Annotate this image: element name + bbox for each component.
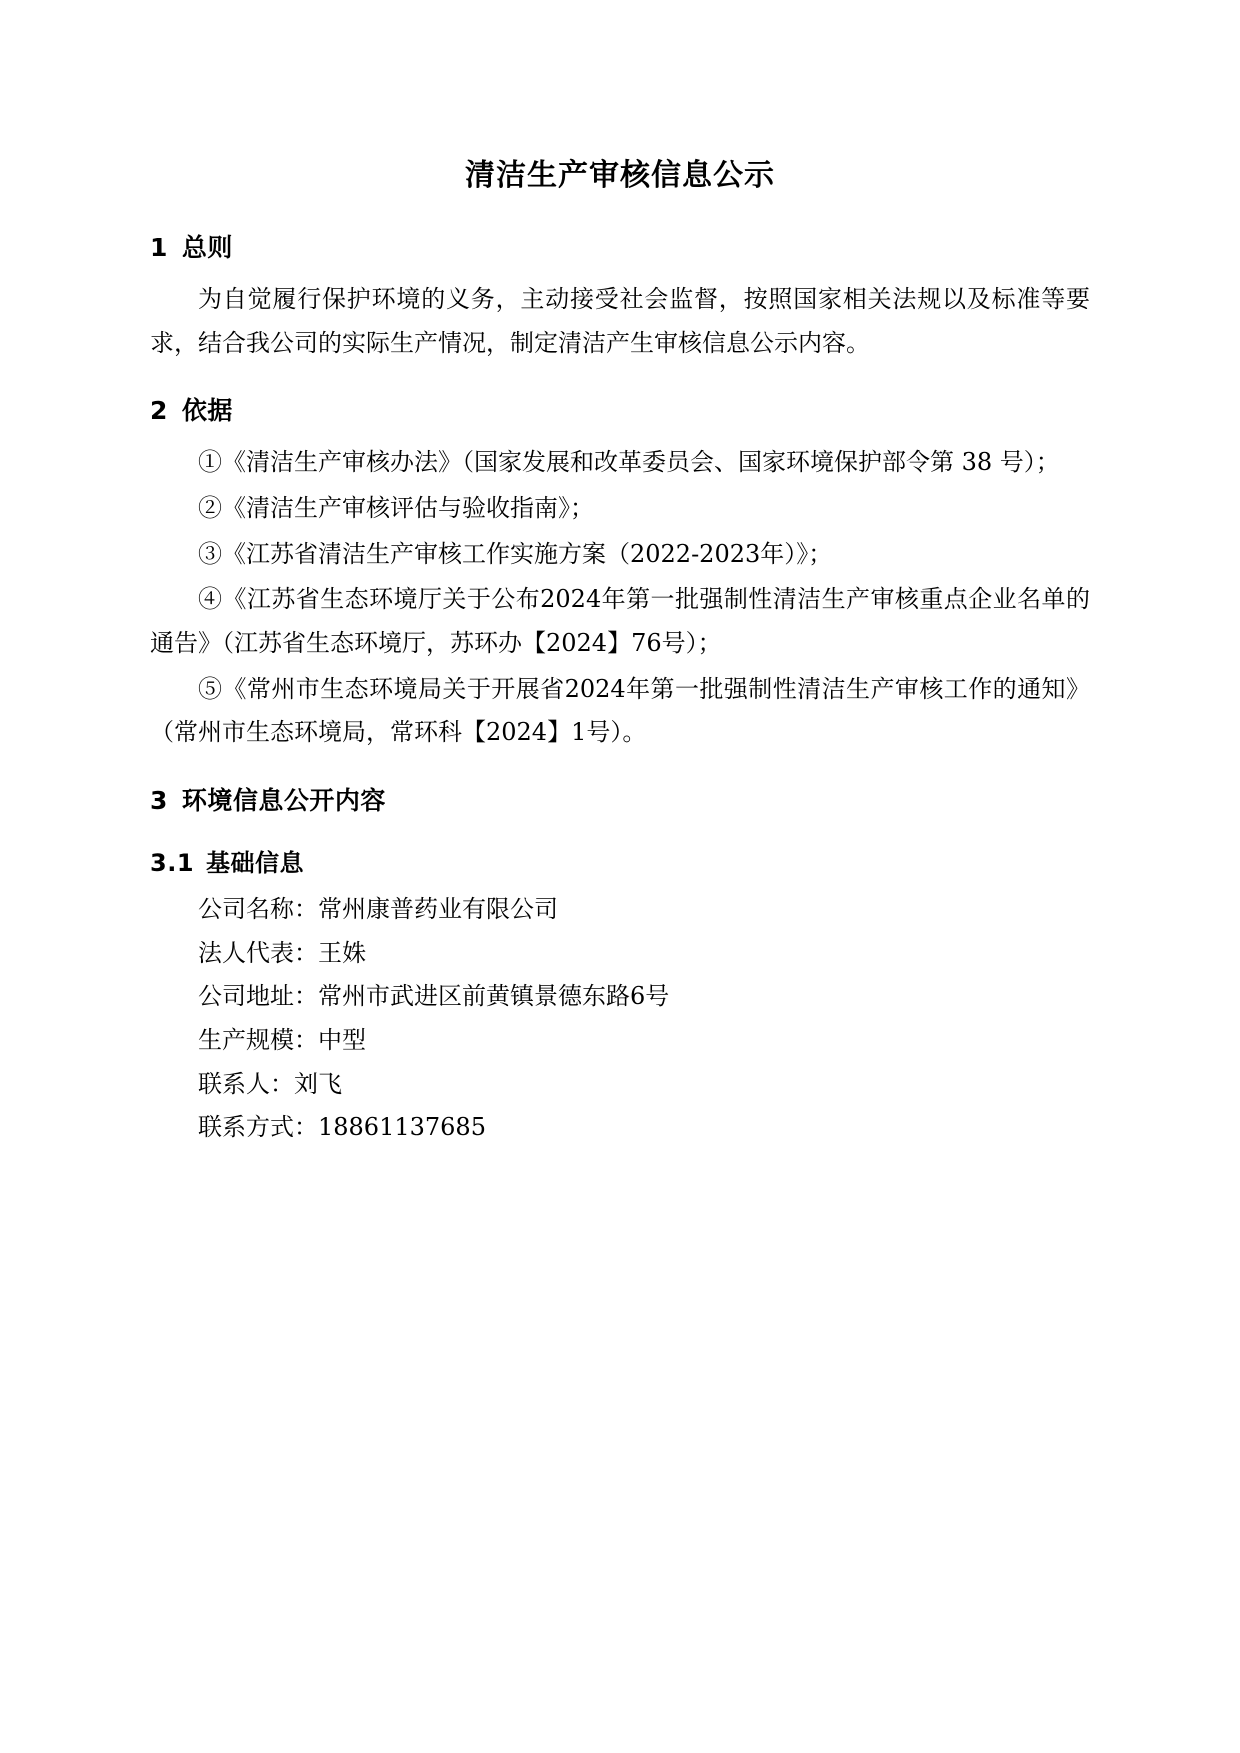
section-heading-2 bbox=[150, 391, 1090, 427]
company-name-value: 常州康普药业有限公司 bbox=[318, 895, 558, 924]
section-2-paragraph-4: ④《江苏省生态环境厅关于公布2024年第一批强制性清洁生产审核重点企业名单的通告》（江苏省生态环境厅，苏环办【2024】76号）； bbox=[150, 585, 1090, 658]
section-2-paragraph-5: ⑤《常州市生态环境局关于开展省2024年第一批强制性清洁生产审核工作的通知》（常州市生态环境局，常环科【2024】1号）。 bbox=[150, 674, 1090, 747]
section-heading-3 bbox=[150, 781, 1090, 817]
production-scale-label: 生产规模： bbox=[198, 1026, 318, 1055]
section-title-1: 总则 bbox=[181, 233, 233, 262]
contact-person-value: 刘飞 bbox=[294, 1069, 342, 1098]
section-2-paragraph-2: ②《清洁生产审核评估与验收指南》； bbox=[198, 494, 594, 523]
company-address-label: 公司地址： bbox=[198, 982, 318, 1011]
section-2-paragraph-1: ①《清洁生产审核办法》（国家发展和改革委员会、国家环境保护部令第 38 号）； bbox=[198, 448, 1060, 477]
basic-info-list bbox=[150, 888, 1090, 1150]
production-scale-value: 中型 bbox=[318, 1026, 366, 1055]
list-item bbox=[150, 1106, 1090, 1150]
company-address-value: 常州市武进区前黄镇景德东路6号 bbox=[318, 982, 670, 1011]
subsection-heading-3-1 bbox=[150, 843, 1090, 878]
list-item bbox=[150, 1063, 1090, 1107]
company-name-label: 公司名称： bbox=[198, 895, 318, 924]
page-title: 清洁生产审核信息公示 bbox=[465, 158, 775, 193]
section-number-1: 1 bbox=[150, 233, 168, 262]
legal-representative-value: 王姝 bbox=[318, 938, 366, 967]
list-item bbox=[150, 1019, 1090, 1063]
section-number-3: 3 bbox=[150, 786, 168, 816]
subsection-title-3-1: 基础信息 bbox=[206, 849, 305, 878]
list-item bbox=[150, 932, 1090, 976]
section-title-2: 依据 bbox=[181, 396, 233, 426]
subsection-number-3-1: 3.1 bbox=[150, 849, 195, 878]
contact-phone-label: 联系方式： bbox=[198, 1113, 318, 1142]
contact-person-label: 联系人： bbox=[198, 1069, 294, 1098]
section-title-3: 环境信息公开内容 bbox=[181, 786, 386, 816]
list-item bbox=[150, 888, 1090, 932]
section-2-paragraph-3: ③《江苏省清洁生产审核工作实施方案（2022-2023年）》； bbox=[198, 539, 833, 568]
section-number-2: 2 bbox=[150, 396, 168, 426]
legal-representative-label: 法人代表： bbox=[198, 938, 318, 967]
section-heading-1 bbox=[150, 228, 1090, 264]
section-1-paragraph-1: 为自觉履行保护环境的义务，主动接受社会监督，按照国家相关法规以及标准等要求，结合我公司的实际生产情况，制定清洁产生审核信息公示内容。 bbox=[150, 285, 1090, 357]
list-item bbox=[150, 975, 1090, 1019]
contact-phone-value: 18861137685 bbox=[318, 1113, 486, 1142]
